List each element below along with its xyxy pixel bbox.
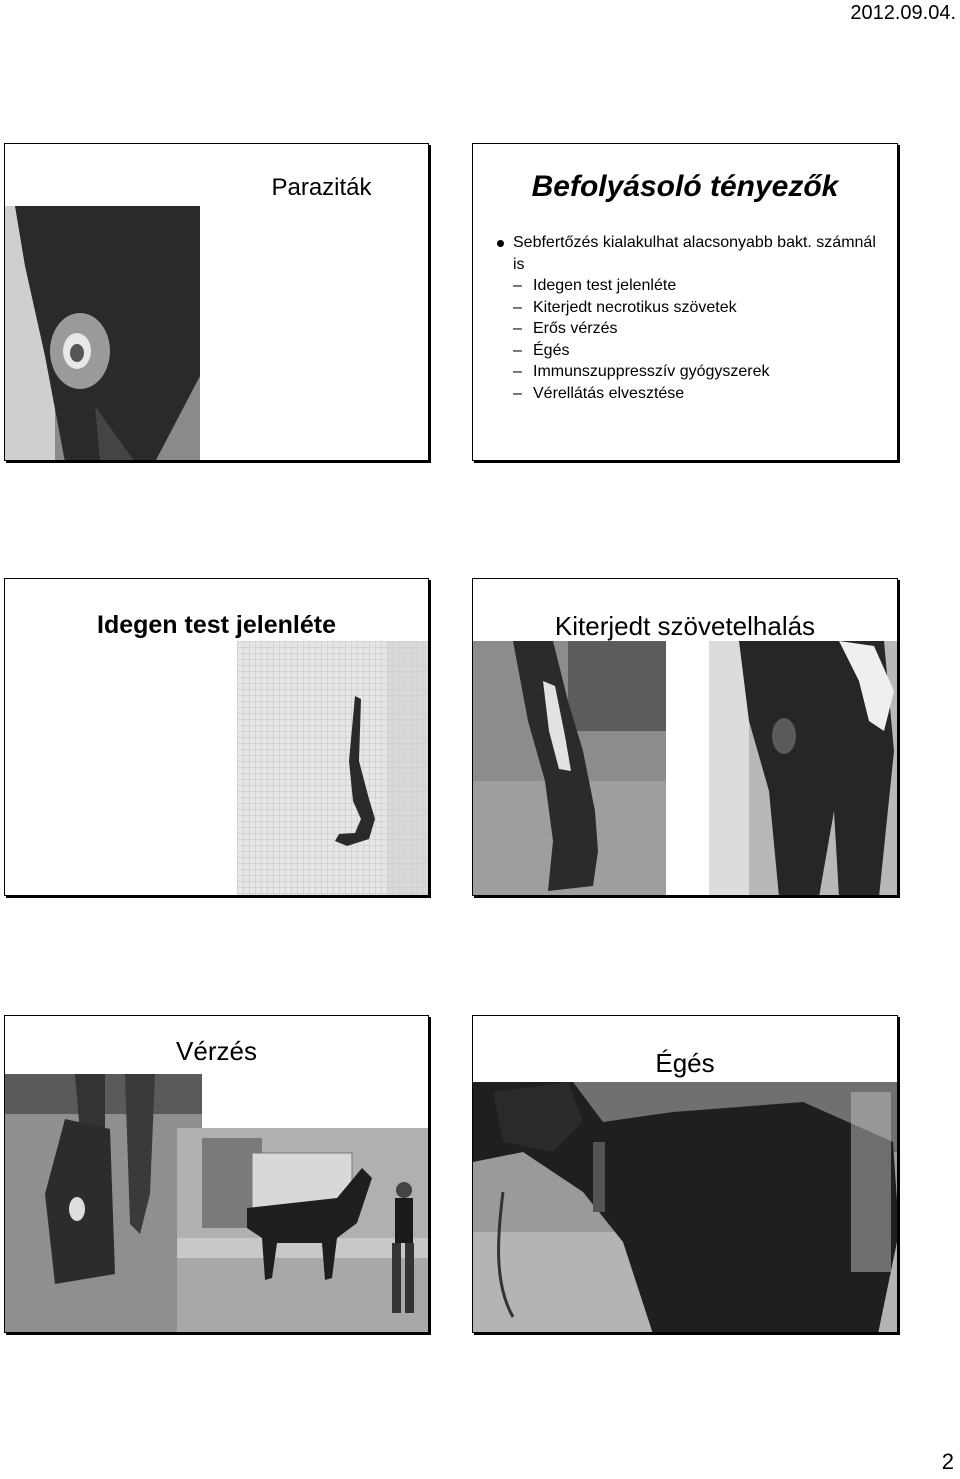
slide-kiterjedt-szovetelhalas — [472, 578, 898, 896]
slide-title: Idegen test jelenléte — [97, 611, 336, 639]
nail-on-gauze-photo — [237, 641, 429, 896]
sub-bullet-item: – Égés — [513, 341, 570, 359]
slide-title: Vérzés — [176, 1036, 257, 1066]
sub-bullet-item: – Vérellátás elvesztése — [513, 384, 685, 402]
slide-idegen-test — [4, 578, 429, 896]
page-number: 2 — [941, 1449, 954, 1474]
slide-eges — [472, 1015, 898, 1333]
sub-bullet-item: – Kiterjedt necrotikus szövetek — [513, 298, 737, 316]
page-date: 2012.09.04. — [850, 2, 956, 24]
sub-bullet-item: – Erős vérzés — [513, 320, 618, 337]
horse-leg-necrosis-photo — [473, 641, 666, 896]
horse-and-handler-photo — [177, 1128, 429, 1333]
bullet-dot-icon — [497, 240, 504, 247]
sub-bullet-item: – Immunszuppresszív gyógyszerek — [513, 363, 770, 380]
bullet-list — [495, 232, 891, 404]
slide-verzes — [4, 1015, 429, 1333]
horse-hindquarter-photo — [709, 641, 898, 896]
bullet-item: Sebfertőzés kialakulhat alacsonyabb bakt. számnál is — [495, 232, 891, 275]
slide-title: Kiterjedt szövetelhalás — [554, 611, 816, 641]
burned-horse-photo — [473, 1082, 898, 1333]
bandaged-leg-photo — [5, 1074, 202, 1333]
slide-parazitak — [4, 143, 429, 461]
horse-wound-photo — [5, 206, 200, 461]
slide-befolyasolo-tenyezok — [472, 143, 898, 461]
slide-title: Paraziták — [271, 174, 372, 201]
slide-title: Égés — [655, 1048, 715, 1078]
slide-title: Befolyásoló tényezők — [531, 170, 839, 203]
sub-bullet-item: – Idegen test jelenléte — [513, 277, 677, 294]
